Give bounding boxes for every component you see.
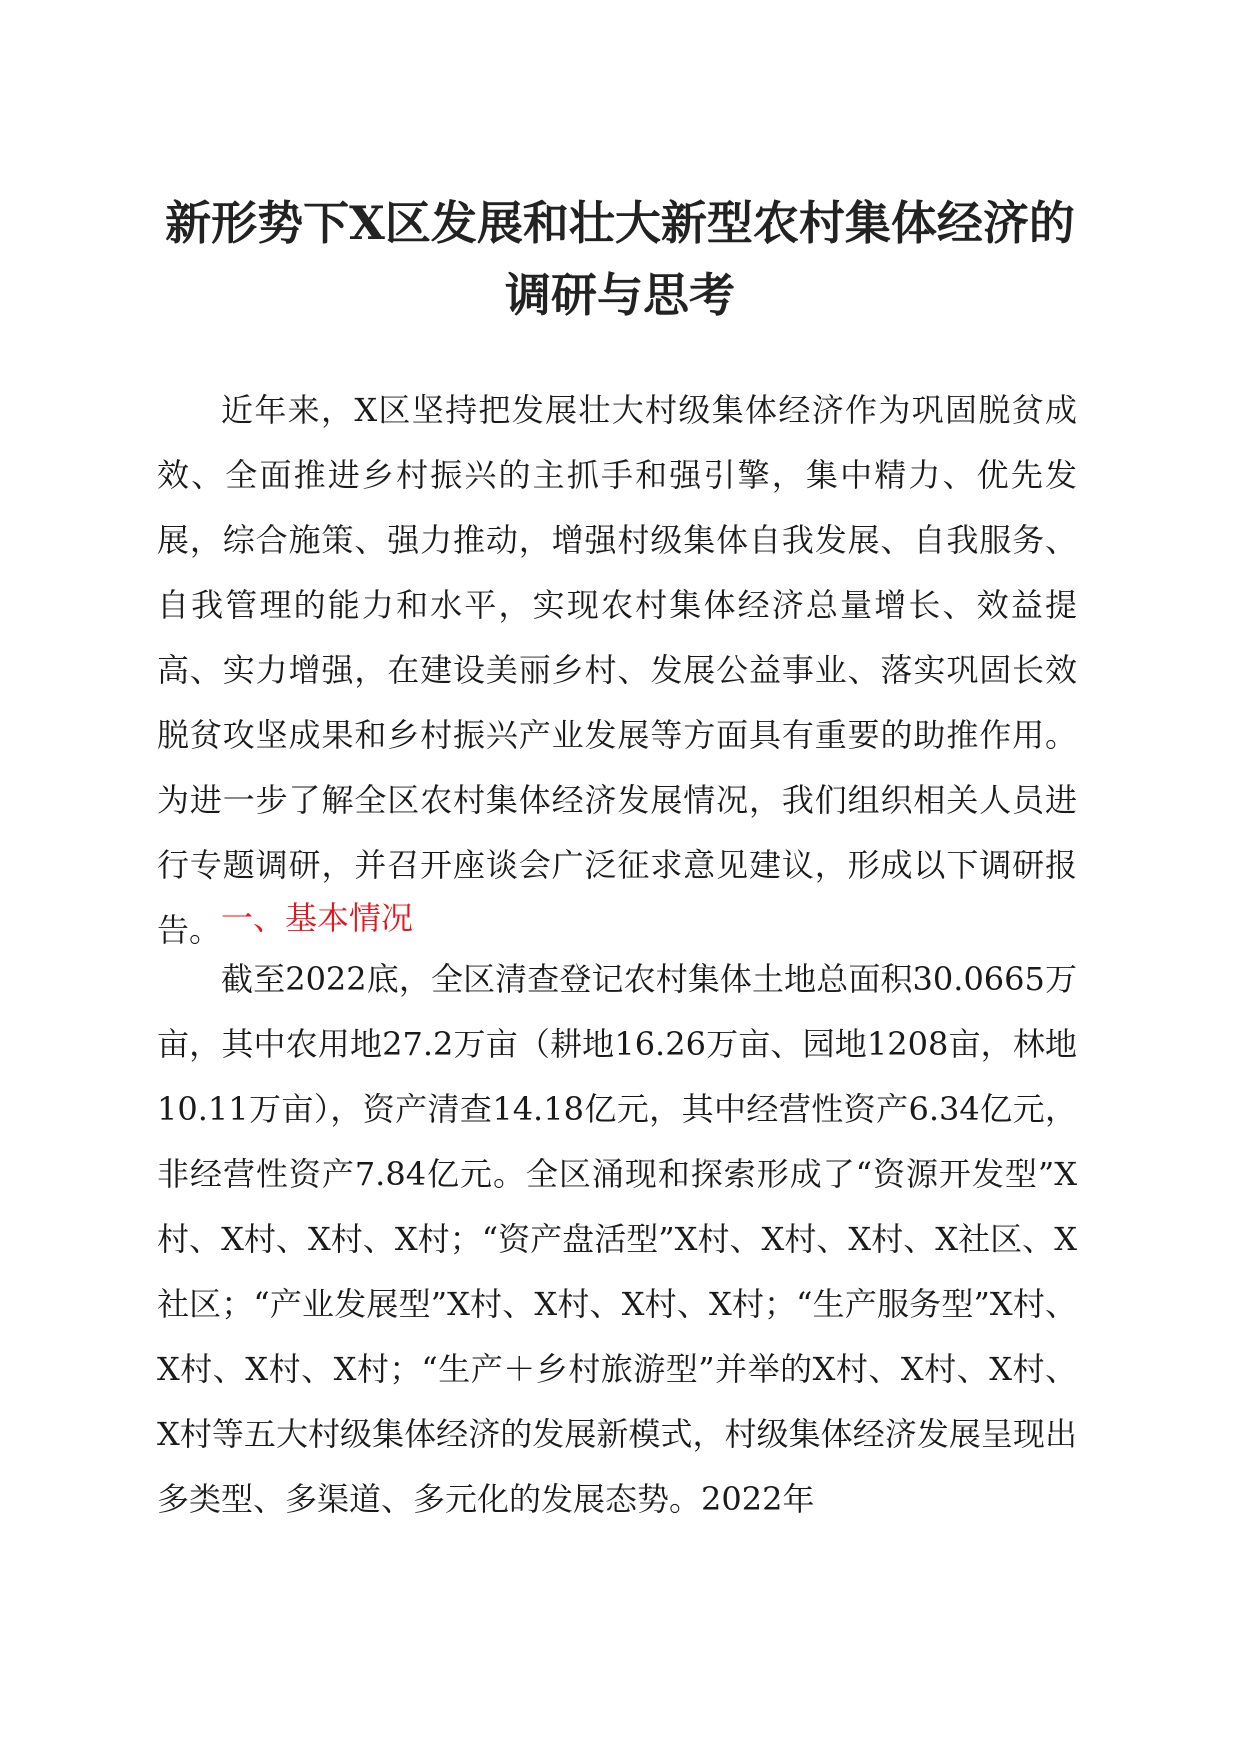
document-title-line-2: 调研与思考	[505, 268, 735, 322]
section-heading-basic-situation: 一、基本情况	[221, 899, 414, 937]
document-title-line-1: 新形势下X区发展和壮大新型农村集体经济的	[165, 196, 1075, 250]
section-1-paragraph: 截至2022底，全区清查登记农村集体土地总面积30.0665万亩，其中农用地27.2万亩（耕地16.26万亩、园地1208亩，林地10.11万亩），资产清查14.18亿元，其中经营性资产6.34亿元，非经营性资产7.84亿元。全区涌现和探索形成了“资源开发型”X村、X村、X村、X村；“资产盘活型”X村、X村、X村、X社区、X社区；“产业发展型”X村、X村、X村、X村；“生产服务型”X村、X村、X村、X村；“生产＋乡村旅游型”并举的X村、X村、X村、X村等五大村级集体经济的发展新模式，村级集体经济发展呈现出多类型、多渠道、多元化的发展态势。2022年	[157, 960, 1077, 1518]
intro-paragraph: 近年来，X区坚持把发展壮大村级集体经济作为巩固脱贫成效、全面推进乡村振兴的主抓手和强引擎，集中精力、优先发展，综合施策、强力推动，增强村级集体自我发展、自我服务、自我管理的能力和水平，实现农村集体经济总量增长、效益提高、实力增强，在建设美丽乡村、发展公益事业、落实巩固长效脱贫攻坚成果和乡村振兴产业发展等方面具有重要的助推作用。为进一步了解全区农村集体经济发展情况，我们组织相关人员进行专题调研，并召开座谈会广泛征求意见建议，形成以下调研报告。	[157, 391, 1077, 949]
